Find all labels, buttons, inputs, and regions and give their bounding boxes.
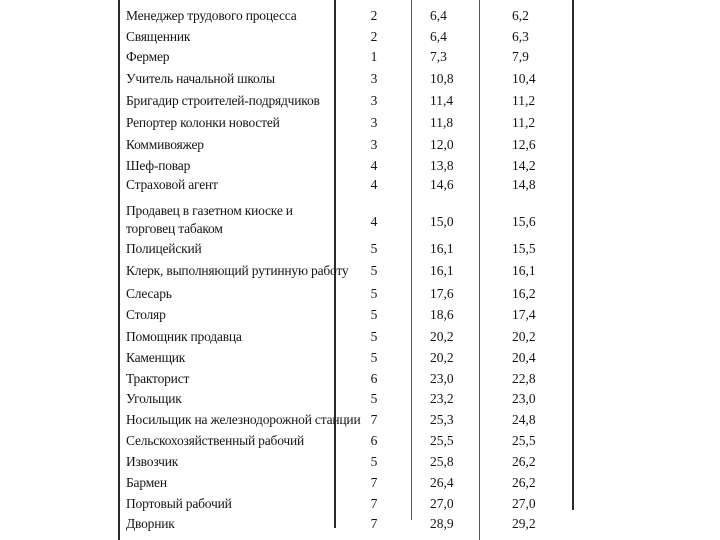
scanned-table-page [112, 0, 582, 540]
occupation-cell: Продавец в газетном киоске и торговец табаком [126, 203, 293, 236]
score1-cell: 12,0 [430, 137, 454, 152]
occupation-cell: Извозчик [126, 454, 179, 469]
occupation-cell: Учитель начальной школы [126, 71, 275, 86]
score1-cell: 16,1 [430, 241, 454, 256]
table-row [112, 284, 582, 304]
rank-cell: 3 [370, 93, 378, 108]
score2-cell: 14,8 [512, 177, 536, 192]
rank-cell: 2 [370, 29, 378, 44]
table-row [112, 514, 582, 534]
score1-cell: 20,2 [430, 329, 454, 344]
table-row [112, 175, 582, 195]
occupation-cell: Слесарь [126, 286, 172, 301]
occupation-cell: Столяр [126, 307, 166, 322]
table-row [112, 202, 582, 240]
score1-cell: 6,4 [430, 8, 447, 23]
rank-cell: 5 [370, 350, 378, 365]
score2-cell: 24,8 [512, 412, 536, 427]
rank-cell: 5 [370, 241, 378, 256]
score2-cell: 29,2 [512, 516, 536, 531]
occupation-cell: Коммивояжер [126, 137, 204, 152]
table-row [112, 156, 582, 176]
score1-cell: 20,2 [430, 350, 454, 365]
score1-cell: 7,3 [430, 49, 447, 64]
score2-cell: 26,2 [512, 454, 536, 469]
score2-cell: 26,2 [512, 475, 536, 490]
rank-cell: 1 [370, 49, 378, 64]
rank-cell: 3 [370, 71, 378, 86]
score1-cell: 28,9 [430, 516, 454, 531]
score2-cell: 20,2 [512, 329, 536, 344]
rank-cell: 7 [370, 475, 378, 490]
occupation-cell: Клерк, выполняющий рутинную работу [126, 263, 349, 278]
table-row [112, 135, 582, 155]
table-row [112, 327, 582, 347]
score2-cell: 6,2 [512, 8, 529, 23]
rank-cell: 7 [370, 496, 378, 511]
table-row [112, 69, 582, 89]
score1-cell: 23,2 [430, 391, 454, 406]
rank-cell: 5 [370, 307, 378, 322]
table-row [112, 410, 582, 430]
occupation-cell: Менеджер трудового процесса [126, 8, 297, 23]
occupation-cell: Шеф-повар [126, 158, 191, 173]
occupation-cell: Тракторист [126, 371, 190, 386]
rank-cell: 4 [370, 158, 378, 173]
score1-cell: 11,8 [430, 115, 454, 130]
rank-cell: 5 [370, 263, 378, 278]
score2-cell: 17,4 [512, 307, 536, 322]
table-row [112, 431, 582, 451]
table-row [112, 113, 582, 133]
score1-cell: 26,4 [430, 475, 454, 490]
score2-cell: 6,3 [512, 29, 529, 44]
occupation-cell: Полицейский [126, 241, 202, 256]
score1-cell: 25,8 [430, 454, 454, 469]
occupation-cell: Угольщик [126, 391, 182, 406]
score2-cell: 25,5 [512, 433, 536, 448]
table-row [112, 27, 582, 47]
table-row [112, 305, 582, 325]
rank-cell: 5 [370, 454, 378, 469]
rank-cell: 5 [370, 329, 378, 344]
score1-cell: 15,0 [430, 214, 454, 229]
score1-cell: 23,0 [430, 371, 454, 386]
score1-cell: 6,4 [430, 29, 447, 44]
score1-cell: 18,6 [430, 307, 454, 322]
score1-cell: 27,0 [430, 496, 454, 511]
score2-cell: 20,4 [512, 350, 536, 365]
table-row [112, 261, 582, 281]
occupation-cell: Страховой агент [126, 177, 218, 192]
rank-cell: 6 [370, 371, 378, 386]
score2-cell: 12,6 [512, 137, 536, 152]
occupation-cell: Священник [126, 29, 191, 44]
score2-cell: 22,8 [512, 371, 536, 386]
table-row [112, 239, 582, 259]
rank-cell: 4 [370, 214, 378, 229]
score2-cell: 15,5 [512, 241, 536, 256]
table-row [112, 91, 582, 111]
table-row [112, 494, 582, 514]
score1-cell: 16,1 [430, 263, 454, 278]
score2-cell: 7,9 [512, 49, 529, 64]
score2-cell: 11,2 [512, 115, 536, 130]
score1-cell: 10,8 [430, 71, 454, 86]
rank-cell: 5 [370, 391, 378, 406]
score2-cell: 10,4 [512, 71, 536, 86]
occupation-cell: Фермер [126, 49, 170, 64]
rank-cell: 7 [370, 516, 378, 531]
occupation-cell: Портовый рабочий [126, 496, 232, 511]
table-row [112, 473, 582, 493]
table-row [112, 452, 582, 472]
score2-cell: 16,1 [512, 263, 536, 278]
rank-cell: 5 [370, 286, 378, 301]
score1-cell: 11,4 [430, 93, 454, 108]
occupation-cell: Носильщик на железнодорожной станции [126, 412, 361, 427]
occupation-cell: Сельскохозяйственный рабочий [126, 433, 305, 448]
rank-cell: 3 [370, 115, 378, 130]
score2-cell: 15,6 [512, 214, 536, 229]
score2-cell: 27,0 [512, 496, 536, 511]
occupation-cell: Помощник продавца [126, 329, 242, 344]
score2-cell: 16,2 [512, 286, 536, 301]
occupation-cell: Репортер колонки новостей [126, 115, 280, 130]
score1-cell: 13,8 [430, 158, 454, 173]
score1-cell: 25,3 [430, 412, 454, 427]
rank-cell: 2 [370, 8, 378, 23]
table-row [112, 6, 582, 26]
rank-cell: 6 [370, 433, 378, 448]
occupation-cell: Бригадир строителей-подрядчиков [126, 93, 320, 108]
table-row [112, 389, 582, 409]
score2-cell: 11,2 [512, 93, 536, 108]
table-row [112, 369, 582, 389]
score2-cell: 23,0 [512, 391, 536, 406]
score1-cell: 17,6 [430, 286, 454, 301]
score1-cell: 14,6 [430, 177, 454, 192]
score1-cell: 25,5 [430, 433, 454, 448]
occupation-cell: Каменщик [126, 350, 186, 365]
table-row [112, 348, 582, 368]
score2-cell: 14,2 [512, 158, 536, 173]
rank-cell: 4 [370, 177, 378, 192]
occupation-cell: Дворник [126, 516, 175, 531]
rank-cell: 3 [370, 137, 378, 152]
rank-cell: 7 [370, 412, 378, 427]
table-row [112, 47, 582, 67]
occupation-cell: Бармен [126, 475, 167, 490]
